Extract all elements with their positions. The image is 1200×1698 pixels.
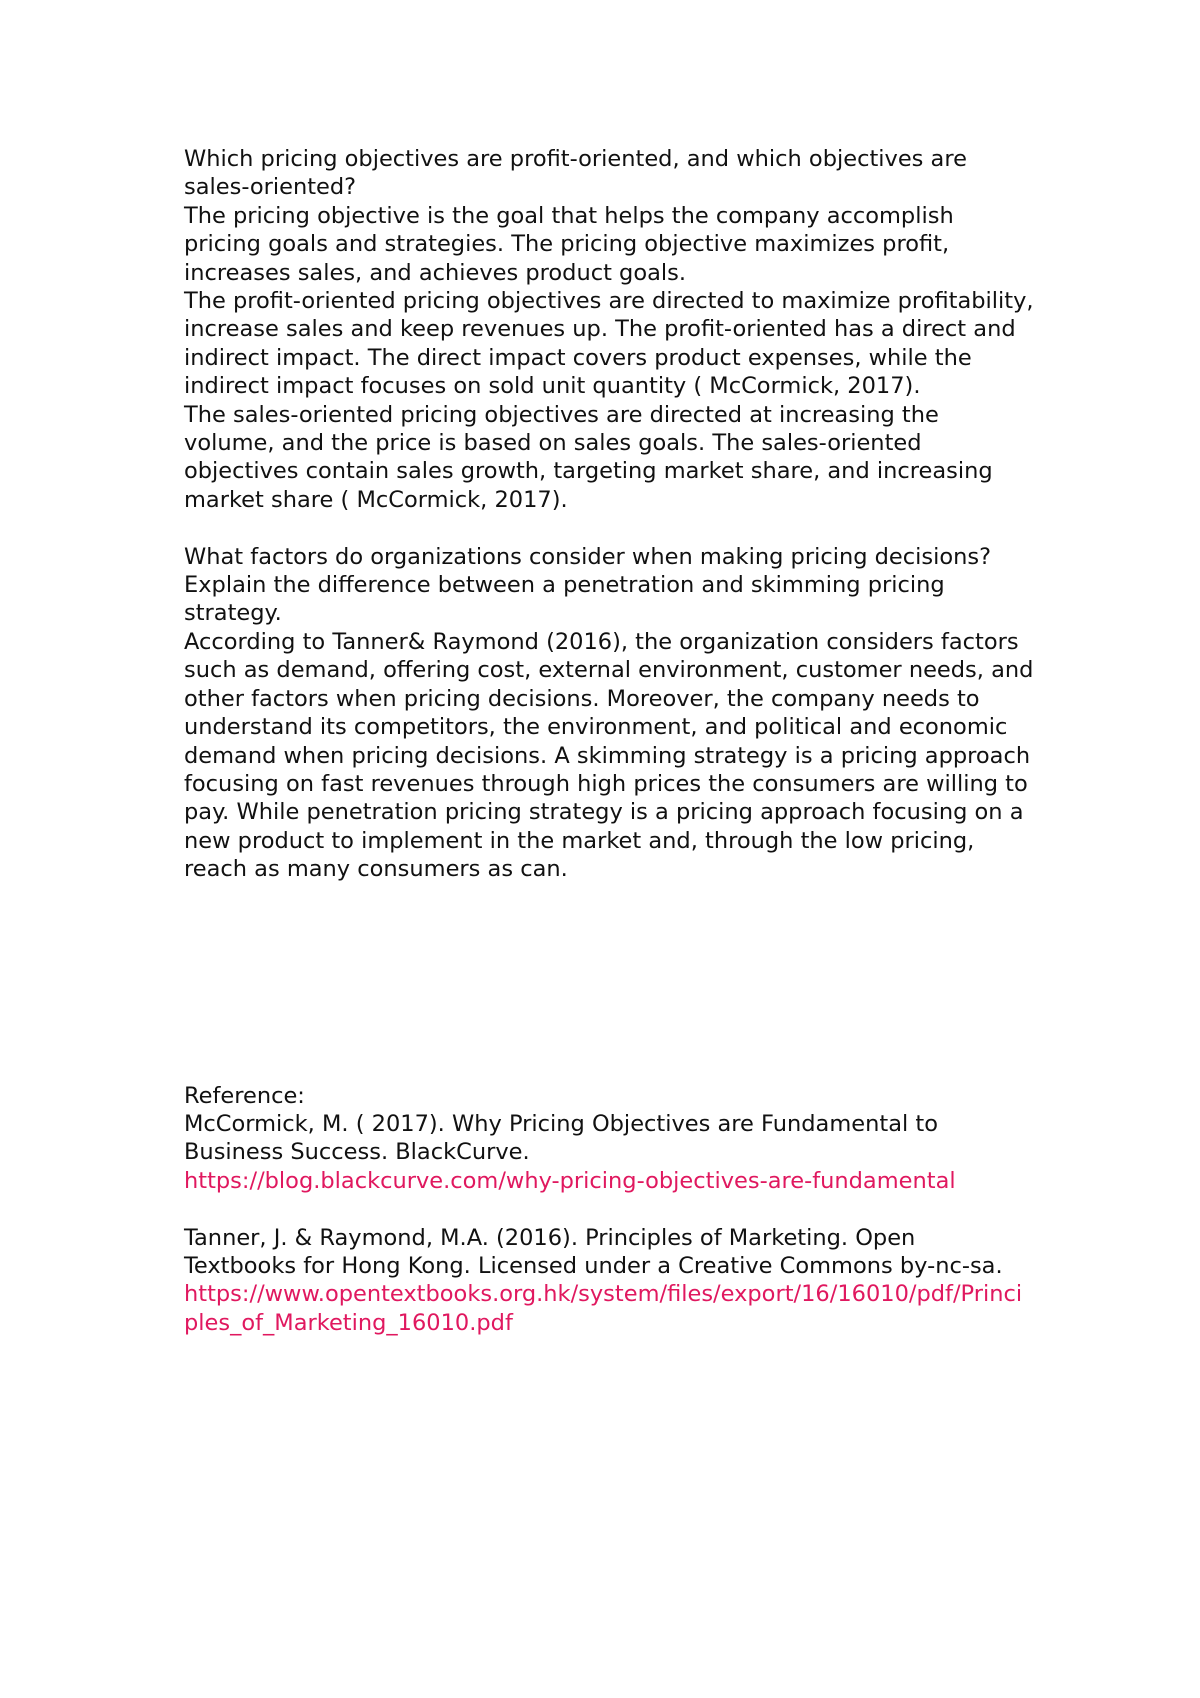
paragraph-sales-oriented: The sales-oriented pricing objectives are directed at increasing the volume, and the price is based on sales goals. The sales-oriented objectives contain sales growth, targeting market share, and increasing market share ( McCormick, 2017). — [184, 401, 993, 513]
paragraph-spacer — [184, 514, 1034, 542]
reference-heading: Reference: — [184, 1082, 305, 1109]
question-pricing-factors: What factors do organizations consider when making pricing decisions? Explain the difference between a penetration and skimming pricing strategy. — [184, 543, 992, 627]
reference-tanner-citation: Tanner, J. & Raymond, M.A. (2016). Principles of Marketing. Open Textbooks for Hong Kong. Licensed under a Creative Commons by-nc-sa. — [184, 1224, 1003, 1279]
reference-tanner-link-line — [184, 1280, 1034, 1337]
paragraph-pricing-objective-definition: The pricing objective is the goal that helps the company accomplish pricing goals and strategies. The pricing objective maximizes profit, increases sales, and achieves product goals. — [184, 202, 954, 286]
reference-spacer — [184, 1195, 1034, 1223]
document-body — [184, 145, 1034, 1337]
reference-tanner-link[interactable]: https://www.opentextbooks.org.hk/system/files/export/16/16010/pdf/Principles_of_Marketing_16010.pdf — [184, 1281, 1023, 1336]
reference-mccormick-link-line — [184, 1167, 1034, 1195]
paragraph-profit-oriented: The profit-oriented pricing objectives are directed to maximize profitability, increase sales and keep revenues up. The profit-oriented has a direct and indirect impact. The direct impact covers product expenses, while the indirect impact focuses on sold unit quantity ( McCormick, 2017). — [184, 288, 1034, 400]
question-pricing-objectives: Which pricing objectives are profit-oriented, and which objectives are sales-oriented? — [184, 146, 967, 201]
section-spacer — [184, 884, 1034, 1082]
reference-mccormick-citation: McCormick, M. ( 2017). Why Pricing Objectives are Fundamental to Business Success. BlackCurve. — [184, 1110, 938, 1166]
reference-mccormick-link[interactable]: https://blog.blackcurve.com/why-pricing-objectives-are-fundamental — [184, 1167, 956, 1194]
paragraph-pricing-factors: According to Tanner& Raymond (2016), the organization considers factors such as demand, offering cost, external environment, customer needs, and other factors when pricing decisions. Moreover, the company needs to understand its competitors, the environment, and political and economic demand when pricing decisions. A skimming strategy is a pricing approach focusing on fast revenues through high prices the consumers are willing to pay. While penetration pricing strategy is a pricing approach focusing on a new product to implement in the market and, through the low pricing, reach as many consumers as can. — [184, 628, 1034, 883]
